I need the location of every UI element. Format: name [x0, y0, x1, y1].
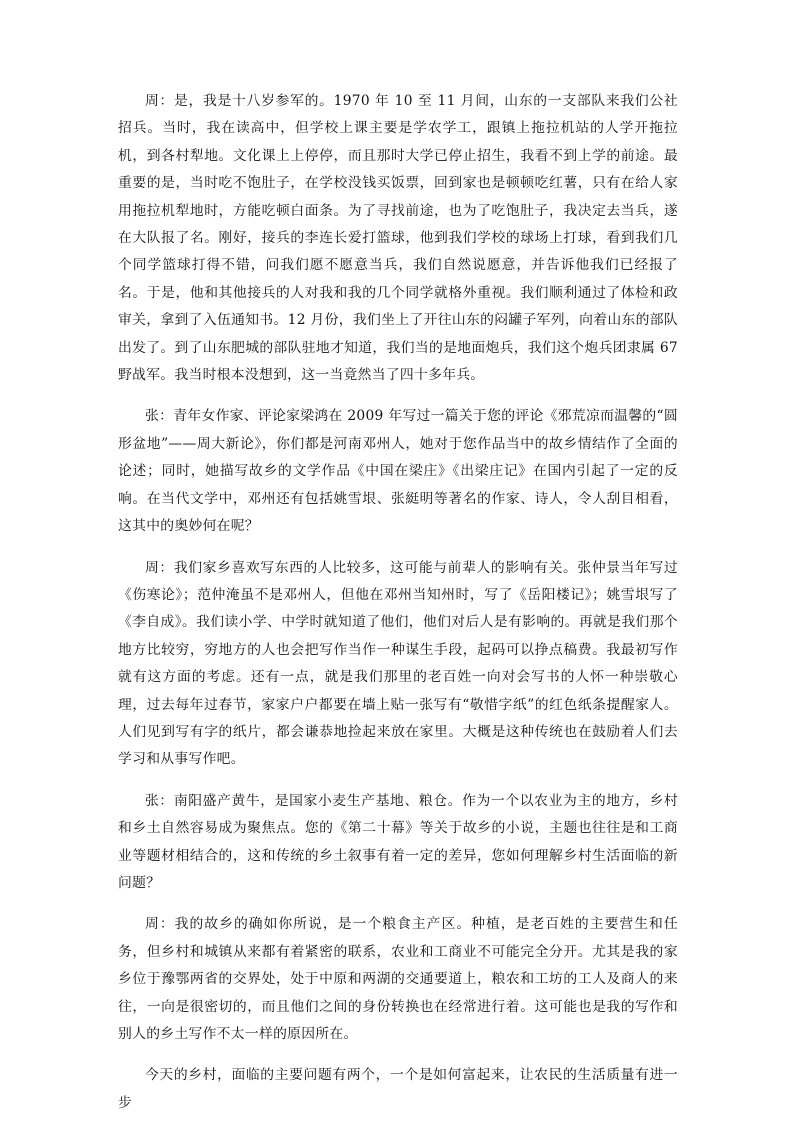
paragraph-spacer	[118, 1048, 678, 1062]
paragraph-spacer	[118, 774, 678, 788]
paragraph-zhou-hometown-answer: 周：我的故乡的确如你所说，是一个粮食主产区。种植，是老百姓的主要营生和任务，但乡村和城镇从来都有着紧密的联系，农业和工商业不可能完全分开。尤其是我的家乡位于豫鄂两省的交界处，处于中原和两湖的交通要道上，粮农和工坊的工人及商人的来往，一向是很密切的，而且他们之间的身份转换也在经常进行着。这可能也是我的写作和别人的乡土写作不太一样的原因所在。	[118, 916, 678, 1042]
paragraph-zhou-writing-tradition: 周：我们家乡喜欢写东西的人比较多，这可能与前辈人的影响有关。张仲景当年写过《伤寒论》；范仲淹虽不是邓州人，但他在邓州当知州时，写了《岳阳楼记》；姚雪垠写了《李自成》。我们读小学、中学时就知道了他们，他们对后人是有影响的。再就是我们那个地方比较穷，穷地方的人也会把写作当作一种谋生手段，起码可以挣点稿费。我最初写作就有这方面的考虑。还有一点，就是我们那里的老百姓一向对会写书的人怀一种崇敬心理，过去每年过春节，家家户户都要在墙上贴一张写有“敬惜字纸”的红色纸条提醒家人。人们见到写有字的纸片，都会谦恭地捡起来放在家里。大概是这种传统也在鼓励着人们去学习和从事写作吧。	[118, 559, 678, 768]
paragraph-zhang-rural-question: 张：南阳盛产黄牛，是国家小麦生产基地、粮仓。作为一个以农业为主的地方，乡村和乡土自然容易成为聚焦点。您的《第二十幕》等关于故乡的小说，主题也往往是和工商业等题材相结合的，这和传统的乡土叙事有着一定的差异，您如何理解乡村生活面临的新问题？	[118, 792, 678, 891]
paragraph-zhou-rural-problems: 今天的乡村，面临的主要问题有两个，一个是如何富起来，让农民的生活质量有进一步	[118, 1067, 678, 1111]
interview-text	[118, 88, 678, 1117]
paragraph-spacer	[118, 541, 678, 555]
paragraph-zhou-enlistment: 周：是，我是十八岁参军的。1970 年 10 至 11 月间，山东的一支部队来我们公社招兵。当时，我在读高中，但学校上课主要是学农学工，跟镇上拖拉机站的人学开拖拉机，到各村犁地。文化课上上停停，而且那时大学已停止招生，我看不到上学的前途。最重要的是，当时吃不饱肚子，在学校没钱买饭票，回到家也是顿顿吃红薯，只有在给人家用拖拉机犁地时，方能吃顿白面条。为了寻找前途，也为了吃饱肚子，我决定去当兵，遂在大队报了名。刚好，接兵的李连长爱打篮球，他到我们学校的球场上打球，看到我们几个同学篮球打得不错，问我们愿不愿意当兵，我们自然说愿意，并告诉他我们已经报了名。于是，他和其他接兵的人对我和我的几个同学就格外重视。我们顺利通过了体检和政审关，拿到了入伍通知书。12 月份，我们坐上了开往山东的闷罐子军列，向着山东的部队出发了。到了山东肥城的部队驻地才知道，我们当的是地面炮兵，我们这个炮兵团隶属 67 野战军。我当时根本没想到，这一当竟然当了四十多年兵。	[118, 93, 678, 384]
paragraph-spacer	[118, 897, 678, 911]
paragraph-zhang-liang-hong-question: 张：青年女作家、评论家梁鸿在 2009 年写过一篇关于您的评论《邪荒凉而温馨的“圆形盆地”——周大新论》，你们都是河南邓州人，她对于您作品当中的故乡情结作了全面的论述；同时，她描写故乡的文学作品《中国在梁庄》《出梁庄记》在国内引起了一定的反响。在当代文学中，邓州还有包括姚雪垠、张綎明等著名的作家、诗人，令人刮目相看，这其中的奥妙何在呢？	[118, 408, 678, 535]
paragraph-spacer	[118, 389, 678, 403]
